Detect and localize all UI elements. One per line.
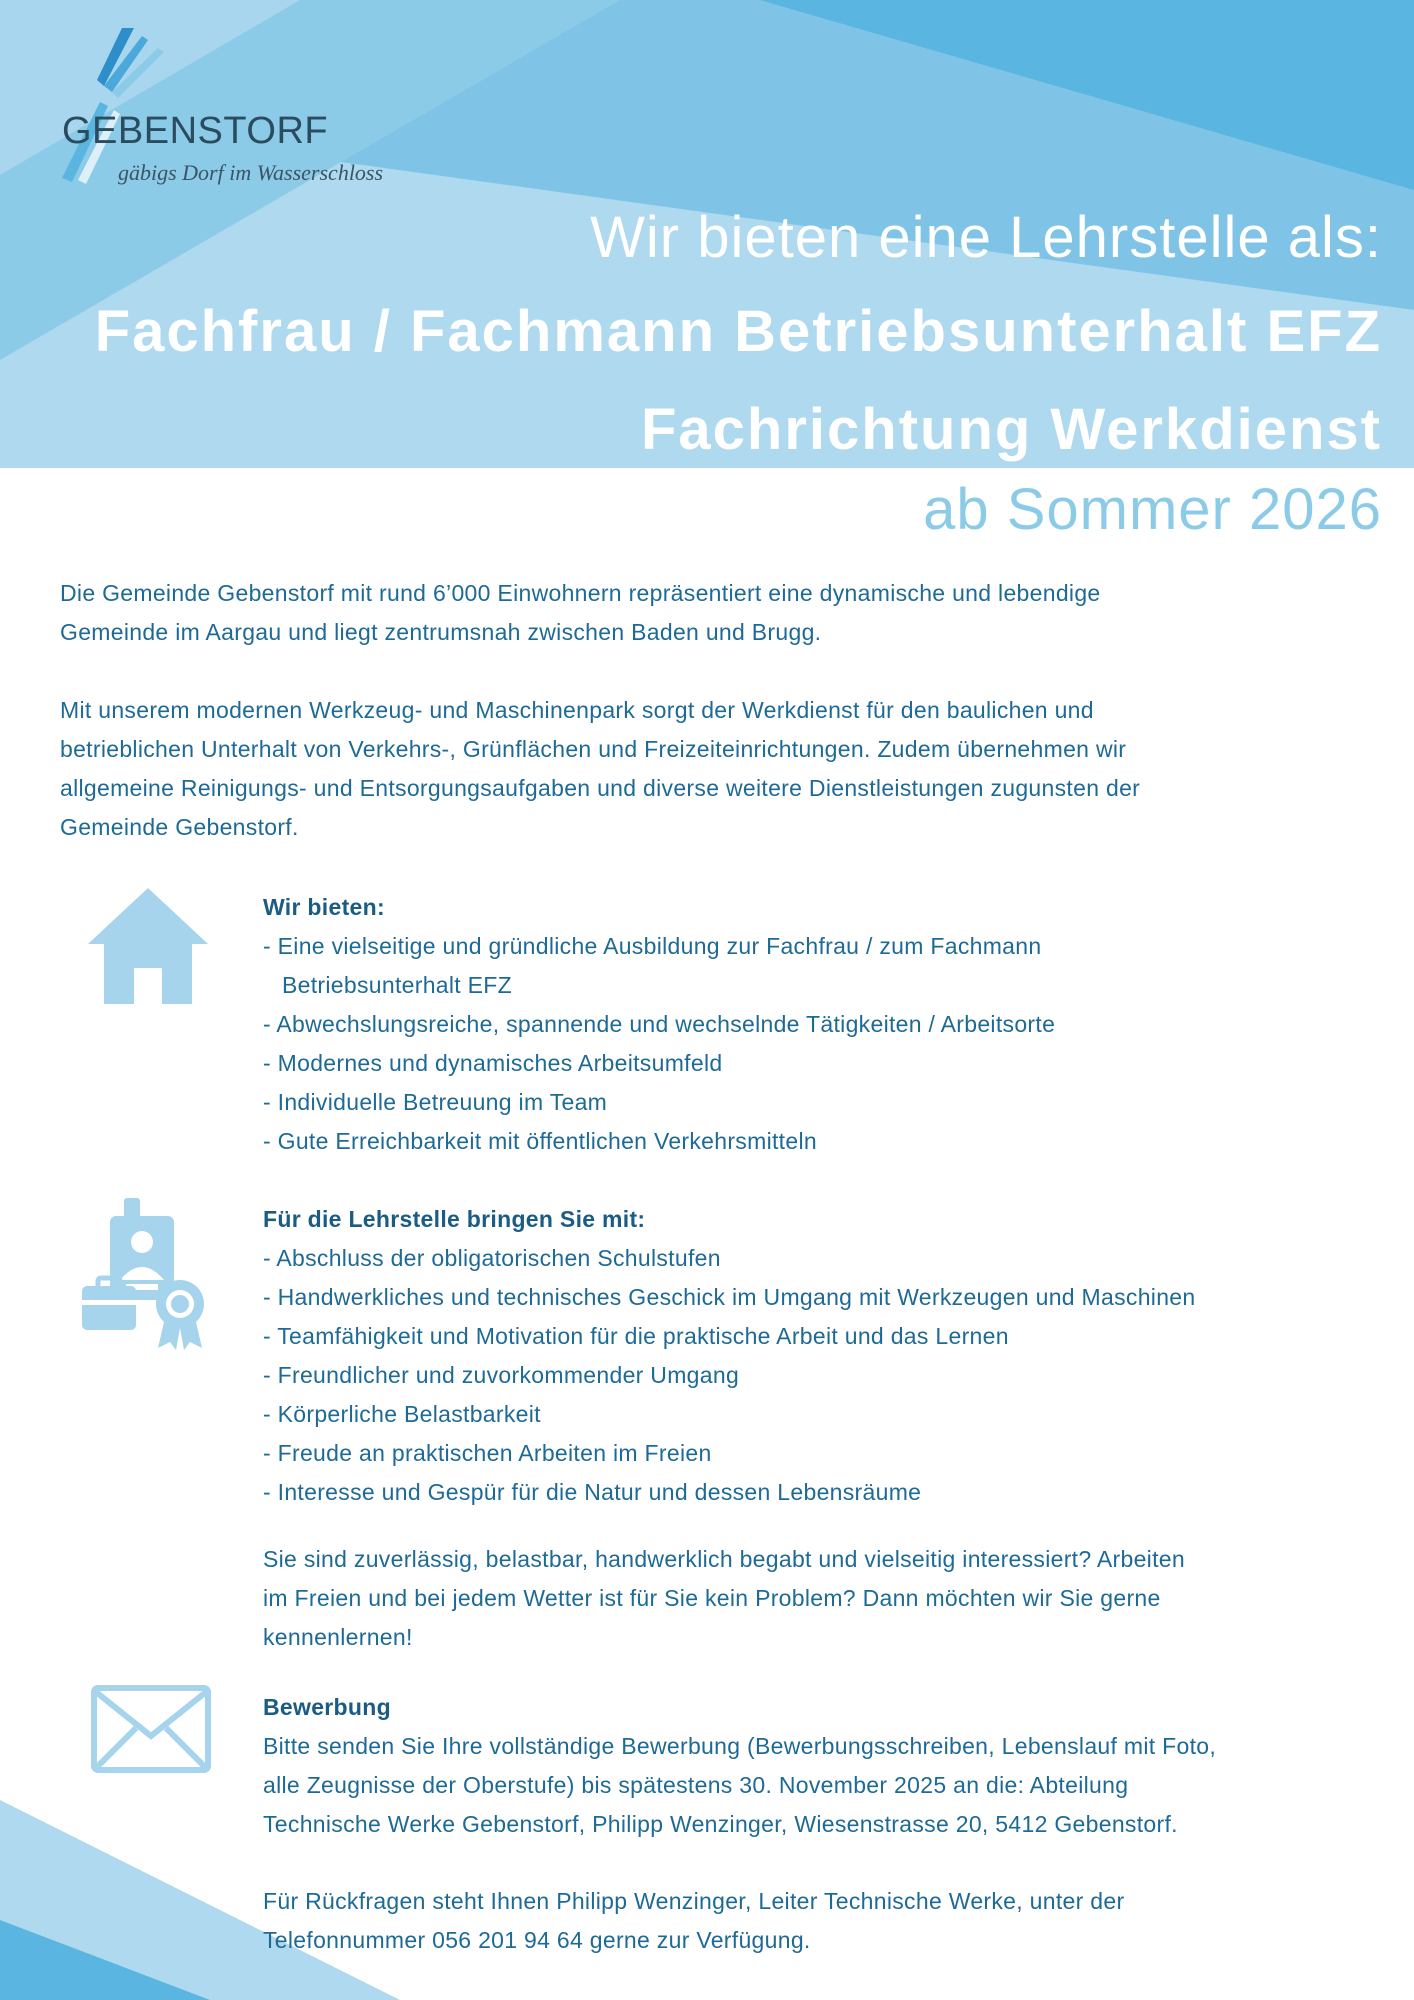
offer-list: [263, 927, 1383, 1161]
intro-line: Gemeinde Gebenstorf.: [60, 814, 299, 840]
requirements-heading: Für die Lehrstelle bringen Sie mit:: [263, 1206, 646, 1232]
requirement-item: - Teamfähigkeit und Motivation für die praktische Arbeit und das Lernen: [263, 1323, 1009, 1349]
closing-line: kennenlernen!: [263, 1624, 413, 1650]
closing-line: Sie sind zuverlässig, belastbar, handwerklich begabt und vielseitig interessiert? Arbeiten: [263, 1546, 1185, 1572]
closing-line: im Freien und bei jedem Wetter ist für Sie kein Problem? Dann möchten wir Sie gerne: [263, 1585, 1161, 1611]
house-icon: [86, 886, 210, 1006]
contact-line: Telefonnummer 056 201 94 64 gerne zur Verfügung.: [263, 1927, 811, 1953]
job-badge-icon: [78, 1196, 212, 1352]
contact-line: Für Rückfragen steht Ihnen Philipp Wenzinger, Leiter Technische Werke, unter der: [263, 1888, 1125, 1914]
requirement-item: - Abschluss der obligatorischen Schulstufen: [263, 1245, 721, 1271]
offer-item-text: Betriebsunterhalt EFZ: [282, 972, 513, 998]
intro-paragraph-1: [60, 574, 1360, 652]
hero-start-date: ab Sommer 2026: [923, 477, 1382, 542]
offer-heading: Wir bieten:: [263, 894, 385, 920]
contact-section: [263, 1882, 1383, 1960]
application-line: Technische Werke Gebenstorf, Philipp Wenzinger, Wiesenstrasse 20, 5412 Gebenstorf.: [263, 1811, 1178, 1837]
offer-item-text: - Eine vielseitige und gründliche Ausbildung zur Fachfrau / zum Fachmann: [263, 933, 1042, 959]
logo-name: GEBENSTORF: [62, 110, 329, 152]
requirements-section: [263, 1200, 1383, 1512]
requirement-item: - Interesse und Gespür für die Natur und dessen Lebensräume: [263, 1479, 922, 1505]
requirement-item: - Freundlicher und zuvorkommender Umgang: [263, 1362, 740, 1388]
requirements-list: [263, 1239, 1383, 1512]
offer-item: - Individuelle Betreuung im Team: [263, 1089, 608, 1115]
hero-intro: Wir bieten eine Lehrstelle als:: [590, 205, 1382, 270]
requirement-item: - Handwerkliches und technisches Geschick im Umgang mit Werkzeugen und Maschinen: [263, 1284, 1196, 1310]
requirement-item: - Freude an praktischen Arbeiten im Freien: [263, 1440, 712, 1466]
offer-item: [263, 927, 1383, 1005]
application-heading: Bewerbung: [263, 1694, 391, 1720]
intro-line: Die Gemeinde Gebenstorf mit rund 6’000 Einwohnern repräsentiert eine dynamische und lebendige: [60, 580, 1101, 606]
envelope-icon: [90, 1684, 212, 1774]
hero-job-field: Fachrichtung Werkdienst: [640, 397, 1382, 462]
closing-paragraph: [263, 1540, 1383, 1657]
requirement-item: - Körperliche Belastbarkeit: [263, 1401, 541, 1427]
application-line: Bitte senden Sie Ihre vollständige Bewerbung (Bewerbungsschreiben, Lebenslauf mit Foto,: [263, 1733, 1217, 1759]
offer-item: - Modernes und dynamisches Arbeitsumfeld: [263, 1050, 723, 1076]
application-section: [263, 1688, 1383, 1844]
offer-item: - Abwechslungsreiche, spannende und wechselnde Tätigkeiten / Arbeitsorte: [263, 1011, 1056, 1037]
hero-job-title: Fachfrau / Fachmann Betriebsunterhalt EFZ: [94, 299, 1382, 364]
logo-tagline: gäbigs Dorf im Wasserschloss: [118, 160, 384, 185]
intro-line: betrieblichen Unterhalt von Verkehrs-, Grünflächen und Freizeiteinrichtungen. Zudem übernehmen wir: [60, 736, 1127, 762]
application-line: alle Zeugnisse der Oberstufe) bis spätestens 30. November 2025 an die: Abteilung: [263, 1772, 1129, 1798]
intro-paragraph-2: [60, 691, 1360, 847]
intro-line: Gemeinde im Aargau und liegt zentrumsnah zwischen Baden und Brugg.: [60, 619, 822, 645]
offer-section: [263, 888, 1383, 1161]
offer-item: - Gute Erreichbarkeit mit öffentlichen Verkehrsmitteln: [263, 1128, 817, 1154]
intro-line: allgemeine Reinigungs- und Entsorgungsaufgaben und diverse weitere Dienstleistungen zugunsten der: [60, 775, 1141, 801]
intro-line: Mit unserem modernen Werkzeug- und Maschinenpark sorgt der Werkdienst für den baulichen und: [60, 697, 1094, 723]
